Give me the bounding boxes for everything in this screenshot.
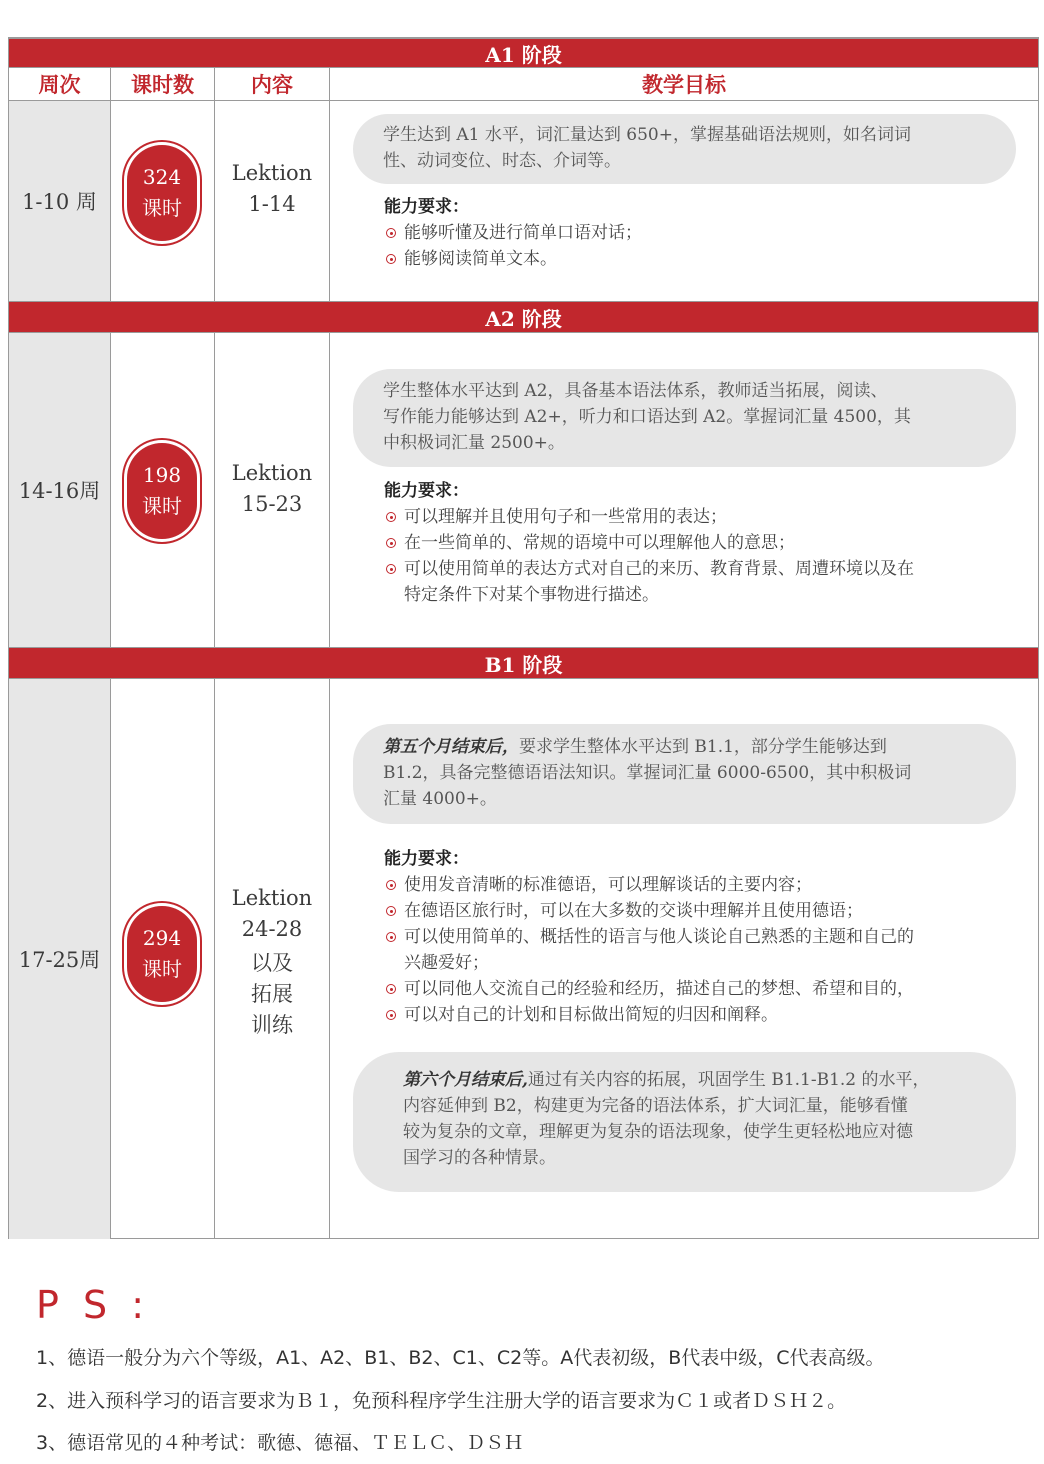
content-line: Lektion	[231, 161, 313, 185]
content-line: Lektion	[231, 461, 313, 485]
stage-band-a2	[9, 301, 1038, 333]
goal-line: 中积极词汇量 2500+。	[383, 433, 565, 453]
stage-title: B1 阶段	[484, 652, 563, 677]
content-line: 拓展	[251, 982, 293, 1006]
hours-number: 198	[142, 463, 182, 487]
hours-unit: 课时	[142, 957, 182, 981]
curriculum-table	[8, 37, 1039, 1239]
divider	[110, 68, 111, 301]
hours-unit: 课时	[142, 494, 182, 518]
ps-title: P S :	[36, 1283, 150, 1327]
ability-text: 可以理解并且使用句子和一些常用的表达；	[404, 507, 727, 527]
ability-text: 使用发音清晰的标准德语，可以理解谈话的主要内容；	[404, 875, 812, 895]
ability-list	[384, 478, 914, 608]
ability-text: 特定条件下对某个事物进行描述。	[404, 585, 659, 605]
content-line: 以及	[251, 951, 293, 975]
goal-text: 通过有关内容的拓展，巩固学生 B1.1-B1.2 的水平，	[527, 1070, 930, 1090]
divider	[110, 679, 111, 1239]
goal-line	[403, 1067, 986, 1093]
ability-item	[384, 924, 914, 976]
divider	[329, 333, 330, 647]
ability-item	[384, 530, 914, 556]
stage-title: A1 阶段	[485, 42, 562, 67]
ability-title: 能力要求：	[384, 481, 469, 501]
hours-number: 294	[142, 926, 182, 950]
stage-band-b1	[9, 647, 1038, 679]
week-cell: 17-25周	[9, 679, 110, 1239]
hours-unit: 课时	[142, 196, 182, 220]
content-line: 15-23	[241, 492, 303, 516]
week-cell: 14-16周	[9, 333, 110, 647]
content-line: 24-28	[241, 917, 303, 941]
ability-title: 能力要求：	[384, 849, 469, 869]
ability-item	[384, 898, 914, 924]
goal-line: 国学习的各种情景。	[403, 1148, 556, 1168]
goal-lead: 第五个月结束后，	[383, 737, 519, 757]
goal-line: 学生达到 A1 水平，词汇量达到 650+，掌握基础语法规则，如名词词	[383, 125, 911, 145]
stage-band-a1	[9, 38, 1038, 68]
ability-text: 能够听懂及进行简单口语对话；	[404, 223, 642, 243]
divider	[329, 679, 330, 1239]
ability-text: 在德语区旅行时，可以在大多数的交谈中理解并且使用德语；	[404, 901, 863, 921]
ability-text: 在一些简单的、常规的语境中可以理解他人的意思；	[404, 533, 795, 553]
ps-note: 2、进入预科学习的语言要求为Ｂ１，免预科程序学生注册大学的语言要求为Ｃ１或者ＤＳＨ２。	[36, 1390, 847, 1412]
goal-line: 写作能力能够达到 A2+，听力和口语达到 A2。掌握词汇量 4500，其	[383, 407, 911, 427]
goal-line: B1.2，具备完整德语语法知识。掌握词汇量 6000-6500，其中积极词	[383, 763, 912, 783]
header-goal: 教学目标	[330, 68, 1038, 101]
goal-line: 性、动词变位、时态、介词等。	[383, 151, 621, 171]
goal-bubble	[353, 369, 1016, 467]
ability-item	[384, 220, 642, 246]
goal-line: 内容延伸到 B2，构建更为完备的语法体系，扩大词汇量，能够看懂	[403, 1096, 908, 1116]
ability-item	[384, 556, 914, 608]
content-cell	[215, 158, 329, 220]
week-cell: 1-10 周	[9, 101, 110, 301]
content-cell	[215, 883, 329, 1041]
ability-text: 可以对自己的计划和目标做出简短的归因和阐释。	[404, 1005, 778, 1025]
goal-bubble	[353, 114, 1016, 184]
ability-text: 兴趣爱好；	[404, 953, 489, 973]
divider	[110, 333, 111, 647]
goal-line: 较为复杂的文章，理解更为复杂的语法现象，使学生更轻松地应对德	[403, 1122, 913, 1142]
goal-lead: 第六个月结束后,	[403, 1070, 528, 1090]
goal-bubble	[353, 724, 1016, 824]
ability-text: 可以使用简单的、概括性的语言与他人谈论自己熟悉的主题和自己的	[404, 927, 914, 947]
goal-text: 要求学生整体水平达到 B1.1，部分学生能够达到	[519, 737, 887, 757]
ability-item	[384, 872, 914, 898]
content-line: 1-14	[248, 192, 296, 216]
hours-badge	[127, 145, 197, 241]
ps-note: 3、德语常见的４种考试：歌德、德福、ＴＥＬＣ、ＤＳＨ	[36, 1432, 524, 1454]
divider	[329, 68, 330, 301]
ability-item	[384, 976, 914, 1002]
ability-item	[384, 246, 642, 272]
hours-number: 324	[142, 165, 182, 189]
content-cell	[215, 458, 329, 520]
goal-line	[383, 734, 986, 760]
ps-note: 1、德语一般分为六个等级，A1、A2、B1、B2、C1、C2等。A代表初级，B代表中级，C代表高级。	[36, 1347, 885, 1369]
goal-bubble	[353, 1052, 1016, 1192]
goal-line: 学生整体水平达到 A2，具备基本语法体系，教师适当拓展，阅读、	[383, 381, 888, 401]
content-line: Lektion	[231, 886, 313, 910]
hours-badge	[127, 906, 197, 1002]
ability-item	[384, 1002, 914, 1028]
ability-item	[384, 504, 914, 530]
ability-list	[384, 194, 642, 272]
ability-text: 可以同他人交流自己的经验和经历，描述自己的梦想、希望和目的，	[404, 979, 914, 999]
header-week: 周次	[9, 68, 110, 101]
ability-title: 能力要求：	[384, 197, 469, 217]
ability-list	[384, 846, 914, 1028]
header-hours: 课时数	[111, 68, 214, 101]
content-line: 训练	[251, 1013, 293, 1037]
stage-title: A2 阶段	[485, 306, 562, 331]
ability-text: 可以使用简单的表达方式对自己的来历、教育背景、周遭环境以及在	[404, 559, 914, 579]
goal-line: 汇量 4000+。	[383, 789, 497, 809]
ability-text: 能够阅读简单文本。	[404, 249, 557, 269]
header-content: 内容	[215, 68, 329, 101]
hours-badge	[127, 443, 197, 539]
